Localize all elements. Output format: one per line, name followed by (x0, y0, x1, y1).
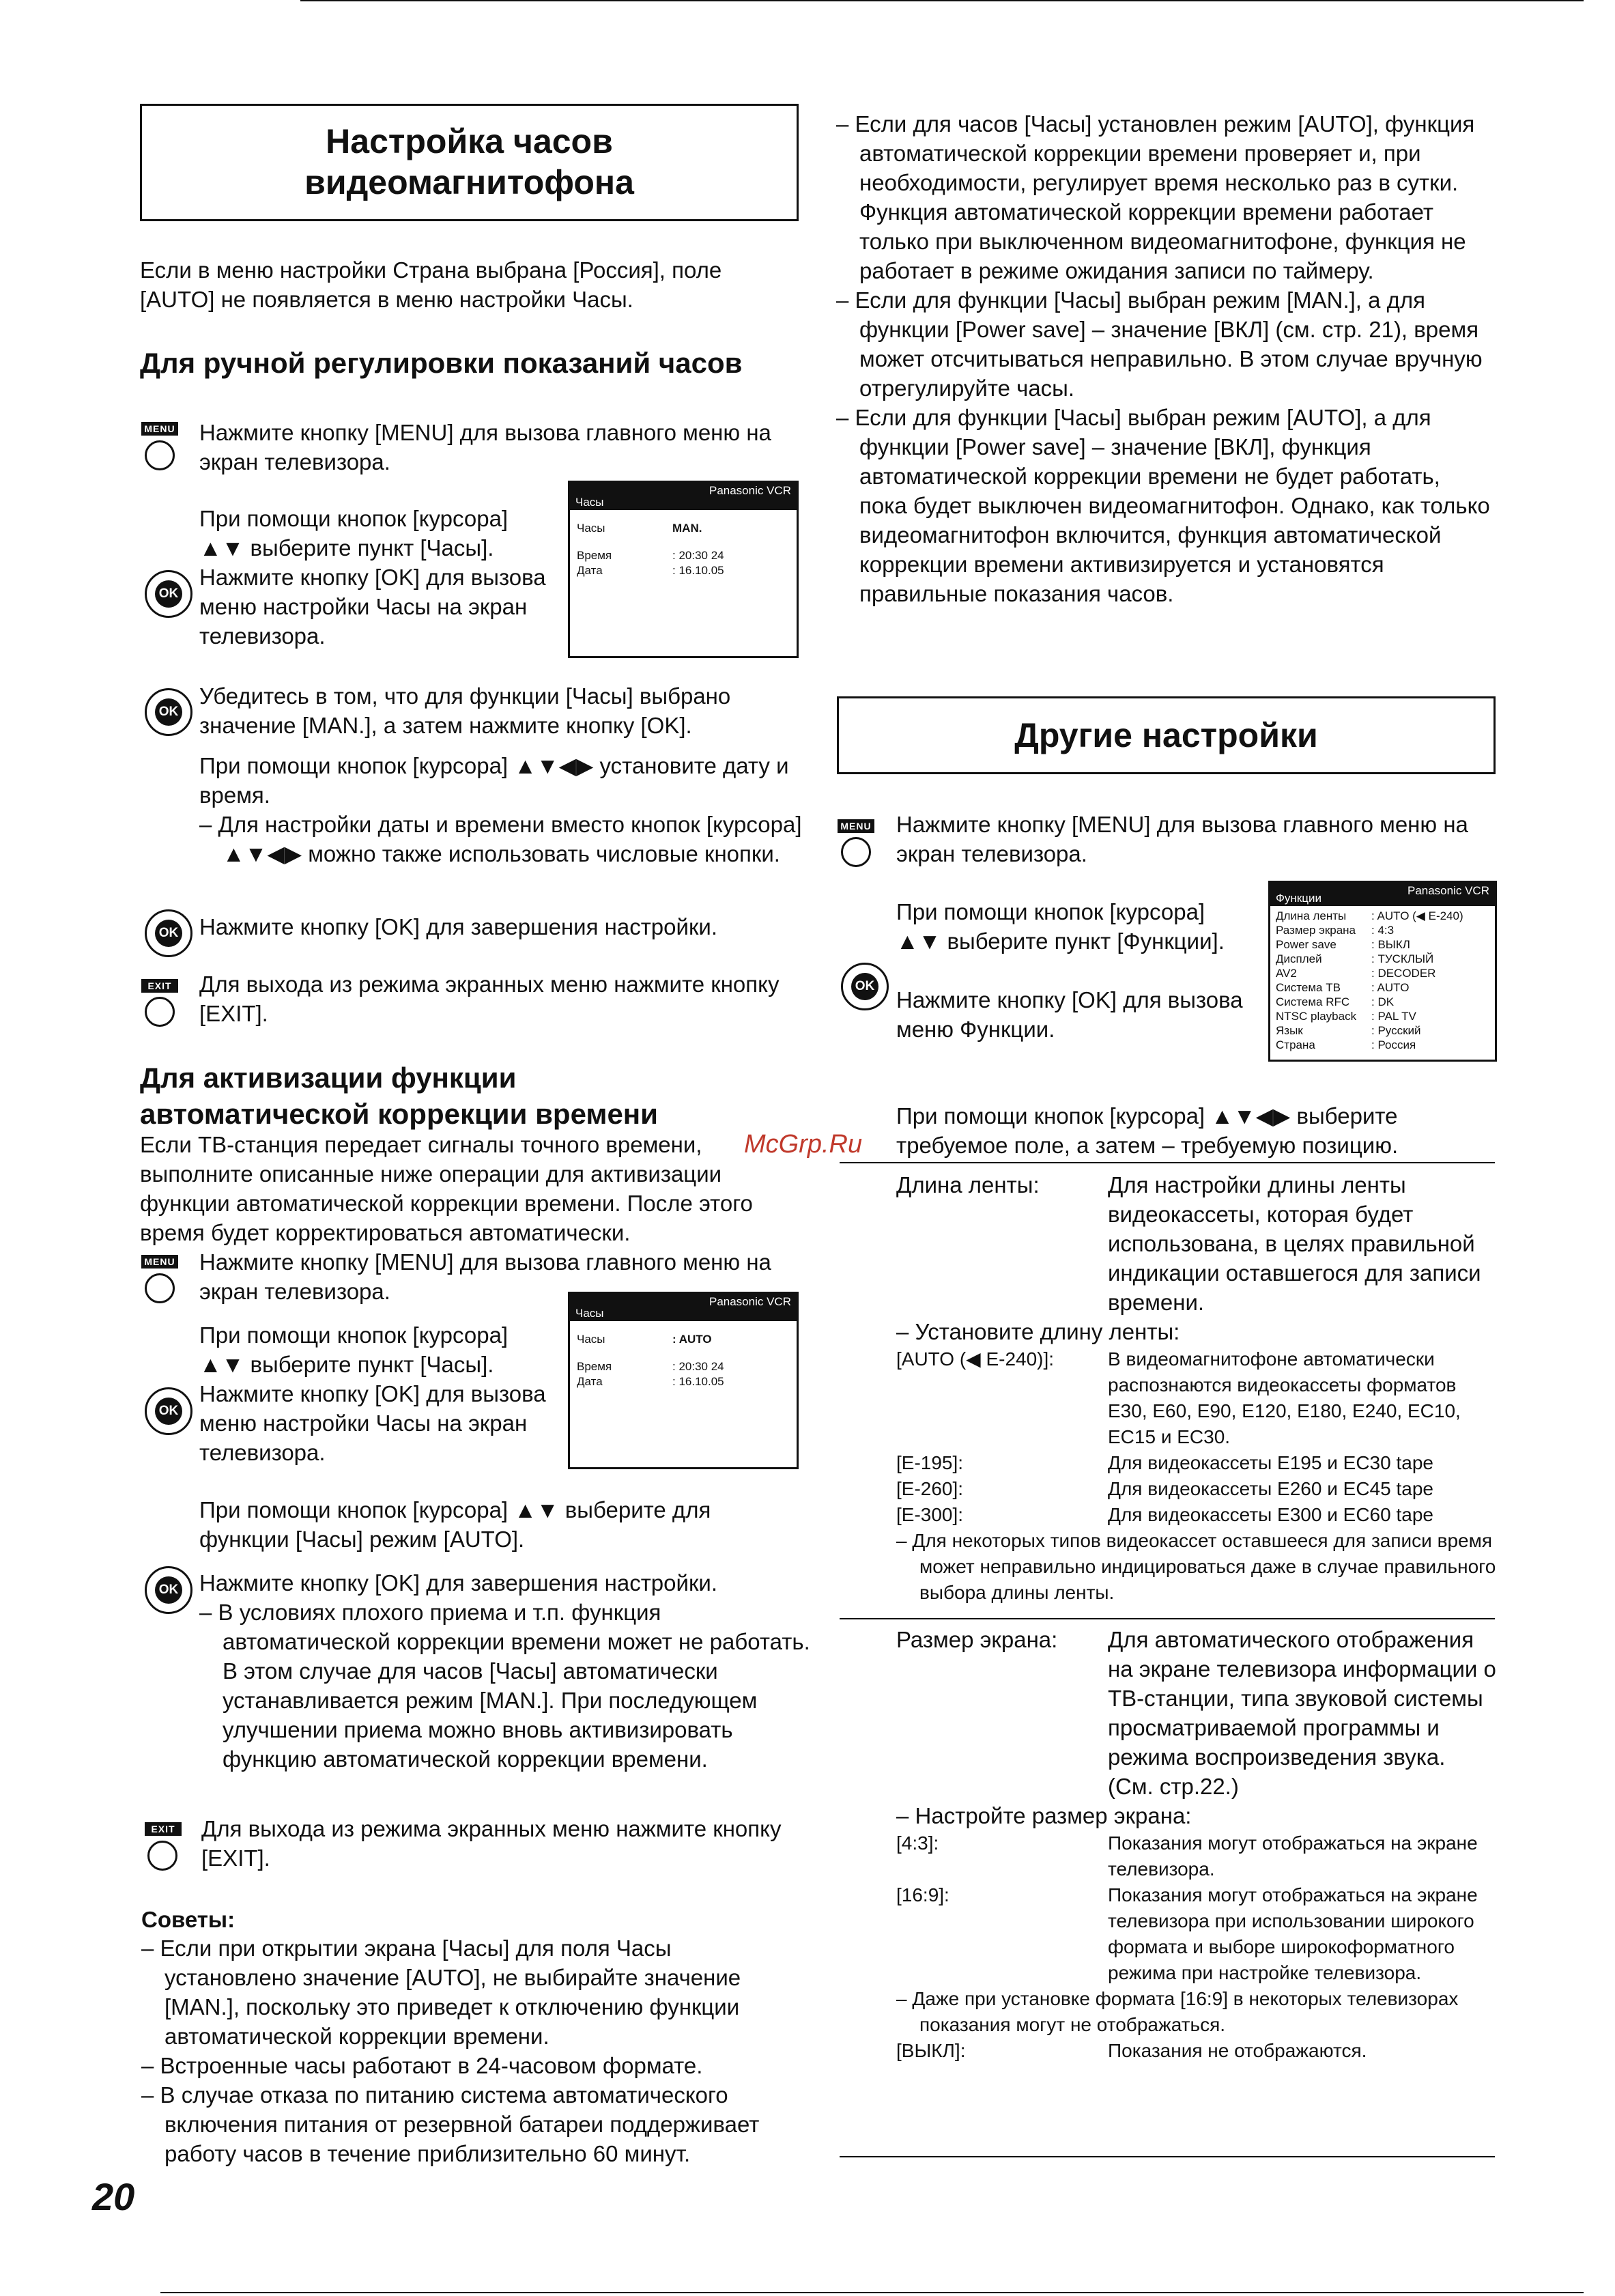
osd-value: : AUTO (1371, 981, 1410, 994)
manual-step4: При помощи кнопок [курсора] ▲▼◀▶ установите дату и время. (199, 753, 789, 808)
osd-function-row (1276, 1023, 1489, 1038)
osd-brand: Panasonic VCR (709, 1295, 791, 1308)
button-ring-icon (147, 1841, 177, 1871)
osd-functions (1268, 881, 1497, 1062)
tape-key: Длина ленты: (896, 1172, 1040, 1197)
manual-step3: Убедитесь в том, что для функции [Часы] выбрано значение [MAN.], а затем нажмите кнопку [OK]. (199, 683, 731, 738)
osd-function-row (1276, 952, 1489, 966)
tape-option-key: [AUTO (◀ E-240)]: (896, 1348, 1055, 1370)
osd-key: Часы (577, 1333, 605, 1346)
tip-item: – Встроенные часы работают в 24-часовом формате. (141, 2053, 703, 2078)
top-rule (300, 0, 1584, 1)
tape-option-value: Для видеокассеты E260 и EC45 tape (1108, 1478, 1433, 1499)
screen-key: Размер экрана: (896, 1627, 1058, 1652)
tape-option-value: В видеомагнитофоне автоматически распознаются видеокассеты форматов E30, E60, E90, E120, E180, E240, EC10, EC15 и EC30. (1108, 1348, 1461, 1447)
tape-set: – Установите длину ленты: (896, 1319, 1180, 1344)
auto-note: – Если для функции [Часы] выбран режим [AUTO], а для функции [Power save] – значение [ВКЛ], функция автоматической коррекции времени не будет работать, пока будет выключен видеомагнитофон. Однако, как только видеомагнитофон включится, функция автоматической коррекции времени активизируется и установятся правильные показания часов. (836, 405, 1490, 606)
clock-intro: Если в меню настройки Страна выбрана [Россия], поле [AUTO] не появляется в меню настройки Часы. (140, 257, 722, 312)
osd-key: Размер экрана (1276, 924, 1356, 937)
tape-option-value: Для видеокассеты E300 и EC60 tape (1108, 1504, 1433, 1525)
osd-key: Язык (1276, 1024, 1303, 1037)
tip-item: – В случае отказа по питанию система автоматического включения питания от резервной батареи поддерживает работу часов в течение приблизительно 60 минут. (141, 2082, 760, 2166)
osd-value: : ТУСКЛЫЙ (1371, 952, 1434, 965)
page-number: 20 (92, 2175, 135, 2218)
osd-value: : 16.10.05 (672, 564, 724, 577)
osd-clock-auto (568, 1292, 799, 1469)
osd-key: Система ТВ (1276, 981, 1341, 994)
screen-section (896, 1625, 1497, 2064)
osd-key: NTSC playback (1276, 1010, 1357, 1023)
other-step3: При помощи кнопок [курсора] ▲▼◀▶ выберите требуемое поле, а затем – требуемую позицию. (896, 1103, 1399, 1158)
osd-value: : AUTO (◀ E-240) (1371, 909, 1463, 922)
other-title-box (837, 696, 1496, 774)
manual-step1: Нажмите кнопку [MENU] для вызова главного меню на экран телевизора. (199, 420, 771, 474)
section-rule (840, 1162, 1495, 1163)
section-rule (840, 2156, 1495, 2157)
osd-function-row (1276, 1009, 1489, 1023)
osd-brand: Panasonic VCR (709, 484, 791, 497)
osd-function-row (1276, 995, 1489, 1009)
osd-key: Система RFC (1276, 995, 1350, 1008)
auto-step2b: Нажмите кнопку [OK] для вызова меню настройки Часы на экран телевизора. (199, 1381, 546, 1465)
auto-step5: Для выхода из режима экранных меню нажмите кнопку [EXIT]. (201, 1816, 782, 1871)
ok-button-icon: OK (145, 909, 192, 957)
other-title: Другие настройки (1014, 716, 1318, 754)
exit-icon: EXIT (141, 979, 178, 993)
button-ring-icon (145, 1273, 175, 1303)
screen-note: – Даже при установке формата [16:9] в некоторых телевизорах показания могут не отображаться. (896, 1988, 1459, 2035)
osd-key: Время (577, 1360, 612, 1373)
manual-step6: Для выхода из режима экранных меню нажмите кнопку [EXIT]. (199, 972, 780, 1026)
tip-item: – Если при открытии экрана [Часы] для поля Часы установлено значение [AUTO], не выбирайте значение [MAN.], поскольку это приведет к отключению функции автоматической коррекции времени. (141, 1936, 741, 2049)
screen-option-value: Показания не отображаются. (1108, 2040, 1367, 2061)
manual-heading: Для ручной регулировки показаний часов (140, 347, 743, 379)
auto-note: – Если для часов [Часы] установлен режим [AUTO], функция автоматической коррекции времени проверяет и, при необходимости, регулирует время несколько раз в сутки. (836, 111, 1475, 195)
ok-button-icon: OK (145, 570, 192, 618)
osd-function-row (1276, 937, 1489, 952)
osd-key: Часы (577, 522, 605, 535)
osd-function-row (1276, 966, 1489, 980)
tips-heading: Советы: (141, 1907, 235, 1932)
screen-option-key: [ВЫКЛ]: (896, 2040, 966, 2061)
ok-button-icon: OK (841, 963, 889, 1010)
osd-value: : ВЫКЛ (1371, 938, 1410, 951)
auto-step2a: При помощи кнопок [курсора] ▲▼ выберите пункт [Часы]. (199, 1322, 509, 1377)
osd-title: Функции (1276, 892, 1321, 905)
tips-list (141, 1933, 807, 2168)
auto-notes (836, 109, 1491, 608)
screen-desc: Для автоматического отображения на экране телевизора информации о ТВ-станции, типа звуковой системы просматриваемой программы и режима воспроизведения звука. (См. стр.22.) (1108, 1627, 1496, 1799)
osd-clock-manual (568, 481, 799, 658)
osd-value: : DECODER (1371, 967, 1436, 980)
menu-icon: MENU (838, 819, 874, 833)
screen-option-key: [16:9]: (896, 1884, 949, 1905)
ok-button-icon: OK (145, 1566, 192, 1614)
tape-note: – Для некоторых типов видеокассет оставшееся для записи время может неправильно индицироваться даже в случае правильного выбора длины ленты. (896, 1530, 1496, 1603)
other-step2b: Нажмите кнопку [OK] для вызова меню Функции. (896, 987, 1243, 1042)
manual-step2b: Нажмите кнопку [OK] для вызова меню настройки Часы на экран телевизора. (199, 565, 546, 649)
auto-step4-note: – В условиях плохого приема и т.п. функция автоматической коррекции времени может не работать. В этом случае для часов [Часы] автоматически устанавливается режим [MAN.]. При последующем улучшении приема можно вновь активизировать функцию автоматической коррекции времени. (199, 1600, 810, 1772)
clock-title-line1: Настройка часов (326, 122, 613, 160)
manual-step5: Нажмите кнопку [OK] для завершения настройки. (199, 914, 717, 939)
osd-key: AV2 (1276, 967, 1297, 980)
osd-title: Часы (575, 496, 604, 509)
osd-key: Время (577, 549, 612, 562)
screen-option-value: Показания могут отображаться на экране телевизора. (1108, 1832, 1478, 1880)
menu-icon: MENU (141, 1255, 178, 1269)
button-ring-icon (841, 837, 871, 867)
osd-value: : 16.10.05 (672, 1375, 724, 1388)
osd-key: Дисплей (1276, 952, 1322, 965)
auto-heading-line1: Для активизации функции (140, 1062, 517, 1094)
manual-step4-note: – Для настройки даты и времени вместо кнопок [курсора] ▲▼◀▶ можно также использовать числовые кнопки. (199, 812, 802, 866)
auto-note: – Если для функции [Часы] выбран режим [MAN.], а для функции [Power save] – значение [ВКЛ] (см. стр. 21), время может отсчитываться неправильно. В этом случае вручную отрегулируйте часы. (836, 287, 1483, 401)
clock-title-line2: видеомагнитофона (304, 163, 634, 201)
tape-option-key: [E-195]: (896, 1452, 964, 1473)
tape-desc: Для настройки длины ленты видеокассеты, которая будет использована, в целях правильной индикации оставшегося для записи времени. (1108, 1172, 1481, 1315)
osd-key: Длина ленты (1276, 909, 1347, 922)
osd-value: : 20:30 24 (672, 1360, 724, 1373)
auto-note: Функция автоматической коррекции времени работает только при выключенном видеомагнитофоне, функция не работает в режиме ожидания записи по таймеру. (859, 199, 1466, 283)
osd-value: : AUTO (672, 1333, 712, 1346)
auto-heading-line2: автоматической коррекции времени (140, 1098, 658, 1130)
osd-title: Часы (575, 1307, 604, 1320)
section-rule (840, 1618, 1495, 1619)
auto-intro: Если ТВ-станция передает сигналы точного времени, выполните описанные ниже операции для активизации функции автоматической коррекции времени. После этого время будет корректироваться автоматически. (140, 1132, 753, 1245)
osd-key: Дата (577, 1375, 603, 1388)
osd-function-row (1276, 1038, 1489, 1052)
osd-brand: Panasonic VCR (1407, 884, 1489, 897)
osd-function-row (1276, 923, 1489, 937)
other-step1: Нажмите кнопку [MENU] для вызова главного меню на экран телевизора. (896, 812, 1468, 866)
osd-value: : DK (1371, 995, 1395, 1008)
tape-section (896, 1170, 1497, 1606)
tape-option-value: Для видеокассеты E195 и EC30 tape (1108, 1452, 1433, 1473)
screen-option-key: [4:3]: (896, 1832, 939, 1854)
osd-key: Дата (577, 564, 603, 577)
osd-function-row (1276, 980, 1489, 995)
screen-set: – Настройте размер экрана: (896, 1803, 1192, 1828)
osd-function-row (1276, 909, 1489, 923)
other-step2a: При помощи кнопок [курсора] ▲▼ выберите пункт [Функции]. (896, 899, 1225, 954)
watermark: McGrp.Ru (744, 1130, 863, 1159)
button-ring-icon (145, 440, 175, 470)
ok-button-icon: OK (145, 688, 192, 736)
exit-icon: EXIT (145, 1822, 182, 1836)
ok-button-icon: OK (145, 1387, 192, 1435)
auto-step1: Нажмите кнопку [MENU] для вызова главного меню на экран телевизора. (199, 1249, 771, 1304)
osd-value: : Россия (1371, 1038, 1416, 1051)
osd-key: Power save (1276, 938, 1337, 951)
manual-step2a: При помощи кнопок [курсора] ▲▼ выберите пункт [Часы]. (199, 506, 509, 561)
screen-option-value: Показания могут отображаться на экране телевизора при использовании широкого формата и выборе широкоформатного режима при настройке телевизора. (1108, 1884, 1478, 1983)
osd-value: : PAL TV (1371, 1010, 1416, 1023)
tape-option-key: [E-300]: (896, 1504, 964, 1525)
clock-title-box (140, 104, 799, 221)
osd-value: : Русский (1371, 1024, 1421, 1037)
osd-value: : 20:30 24 (672, 549, 724, 562)
osd-key: Страна (1276, 1038, 1315, 1051)
osd-value: MAN. (672, 522, 702, 535)
menu-icon: MENU (141, 422, 178, 436)
button-ring-icon (145, 997, 175, 1027)
osd-value: : 4:3 (1371, 924, 1395, 937)
auto-step3: При помощи кнопок [курсора] ▲▼ выберите для функции [Часы] режим [AUTO]. (199, 1497, 711, 1552)
auto-step4: Нажмите кнопку [OK] для завершения настройки. (199, 1570, 717, 1596)
bottom-rule (160, 2292, 1584, 2293)
tape-option-key: [E-260]: (896, 1478, 964, 1499)
